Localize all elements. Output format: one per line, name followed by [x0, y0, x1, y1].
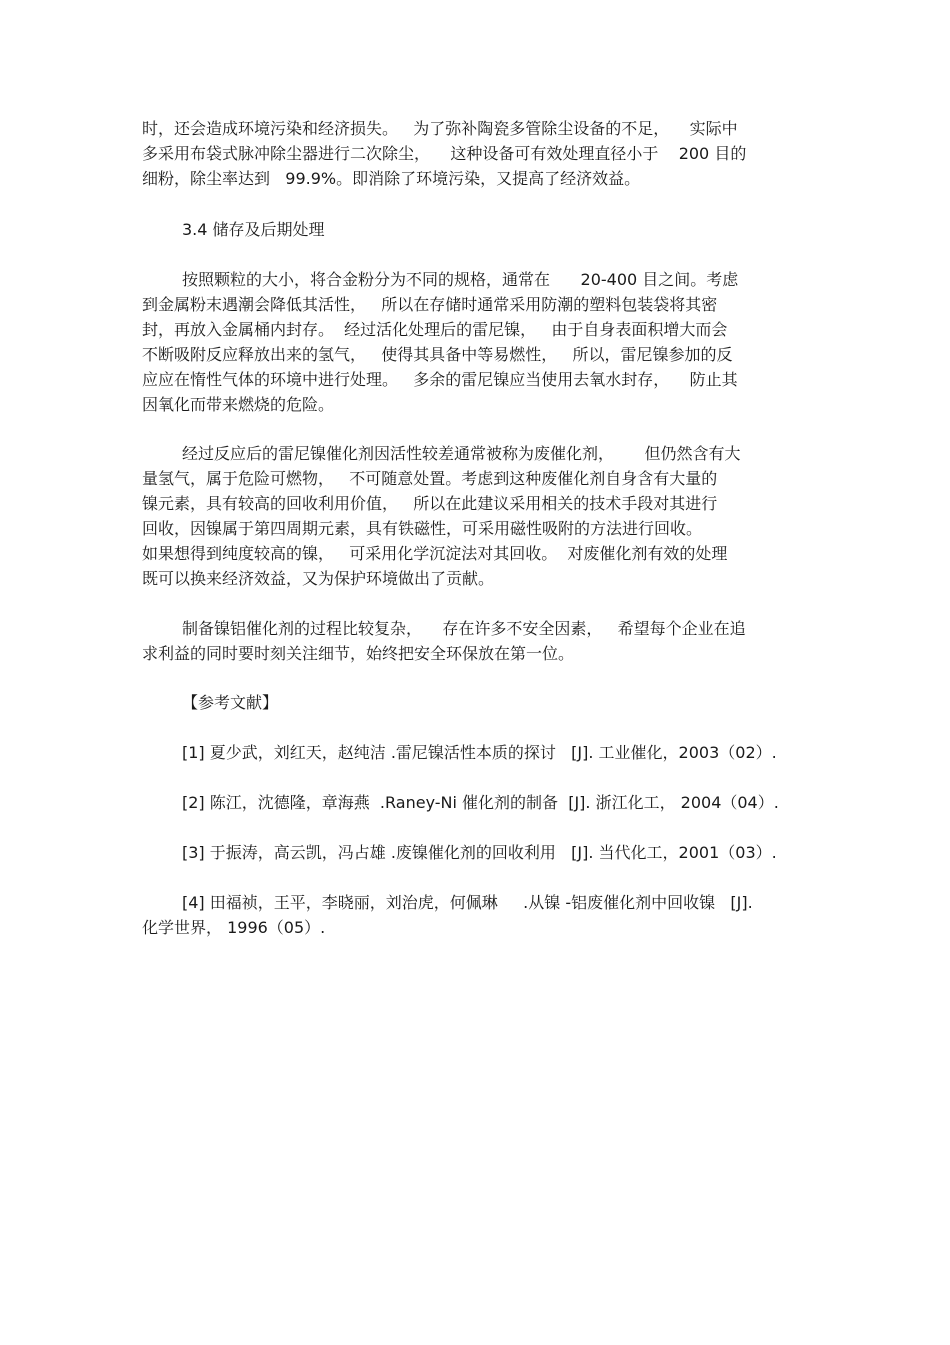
reference-item-continuation: 化学世界， 1996（05）. [142, 918, 326, 937]
body-text-line: 不断吸附反应释放出来的氢气， 使得其具备中等易燃性， 所以，雷尼镍参加的反 [142, 345, 733, 364]
body-text-line: 封，再放入金属桶内封存。 经过活化处理后的雷尼镍， 由于自身表面积增大而会 [142, 320, 728, 339]
body-text-line: 如果想得到纯度较高的镍， 可采用化学沉淀法对其回收。 对废催化剂有效的处理 [142, 544, 728, 563]
reference-item: [4] 田福祯，王平，李晓丽，刘治虎，何佩琳 .从镍 -铝废催化剂中回收镍 [J]. [182, 893, 753, 912]
body-text-line: 既可以换来经济效益，又为保护环境做出了贡献。 [142, 569, 495, 588]
body-text-line: 细粉，除尘率达到 99.9%。即消除了环境污染，又提高了经济效益。 [142, 169, 641, 188]
body-text-line: 时，还会造成环境污染和经济损失。 为了弥补陶瓷多管除尘设备的不足， 实际中 [142, 119, 738, 138]
body-text-line: 按照颗粒的大小，将合金粉分为不同的规格，通常在 20-400 目之间。考虑 [182, 270, 739, 289]
references-heading: 【参考文献】 [182, 693, 279, 712]
body-text-line: 到金属粉末遇潮会降低其活性， 所以在存储时通常采用防潮的塑料包装袋将其密 [142, 295, 718, 314]
body-text-line: 镍元素，具有较高的回收利用价值， 所以在此建议采用相关的技术手段对其进行 [142, 494, 718, 513]
reference-item: [3] 于振涛，高云凯，冯占雄 .废镍催化剂的回收利用 [J]. 当代化工，2001（03）. [182, 843, 777, 862]
body-text-line: 多采用布袋式脉冲除尘器进行二次除尘， 这种设备可有效处理直径小于 200 目的 [142, 144, 747, 163]
body-text-line: 因氧化而带来燃烧的危险。 [142, 395, 335, 414]
body-text-line: 经过反应后的雷尼镍催化剂因活性较差通常被称为废催化剂， 但仍然含有大 [182, 444, 741, 463]
body-text-line: 回收，因镍属于第四周期元素，具有铁磁性，可采用磁性吸附的方法进行回收。 [142, 519, 703, 538]
body-text-line: 制备镍铝催化剂的过程比较复杂， 存在许多不安全因素， 希望每个企业在追 [182, 619, 746, 638]
body-text-line: 应应在惰性气体的环境中进行处理。 多余的雷尼镍应当使用去氧水封存， 防止其 [142, 370, 738, 389]
reference-item: [2] 陈江，沈德隆，章海燕 .Raney-Ni 催化剂的制备 [J]. 浙江化工， 2004（04）. [182, 793, 779, 812]
reference-item: [1] 夏少武，刘红天，赵纯洁 .雷尼镍活性本质的探讨 [J]. 工业催化，2003（02）. [182, 743, 777, 762]
body-text-line: 求利益的同时要时刻关注细节，始终把安全环保放在第一位。 [142, 644, 575, 663]
section-heading: 3.4 储存及后期处理 [182, 220, 325, 239]
body-text-line: 量氢气，属于危险可燃物， 不可随意处置。考虑到这种废催化剂自身含有大量的 [142, 469, 718, 488]
